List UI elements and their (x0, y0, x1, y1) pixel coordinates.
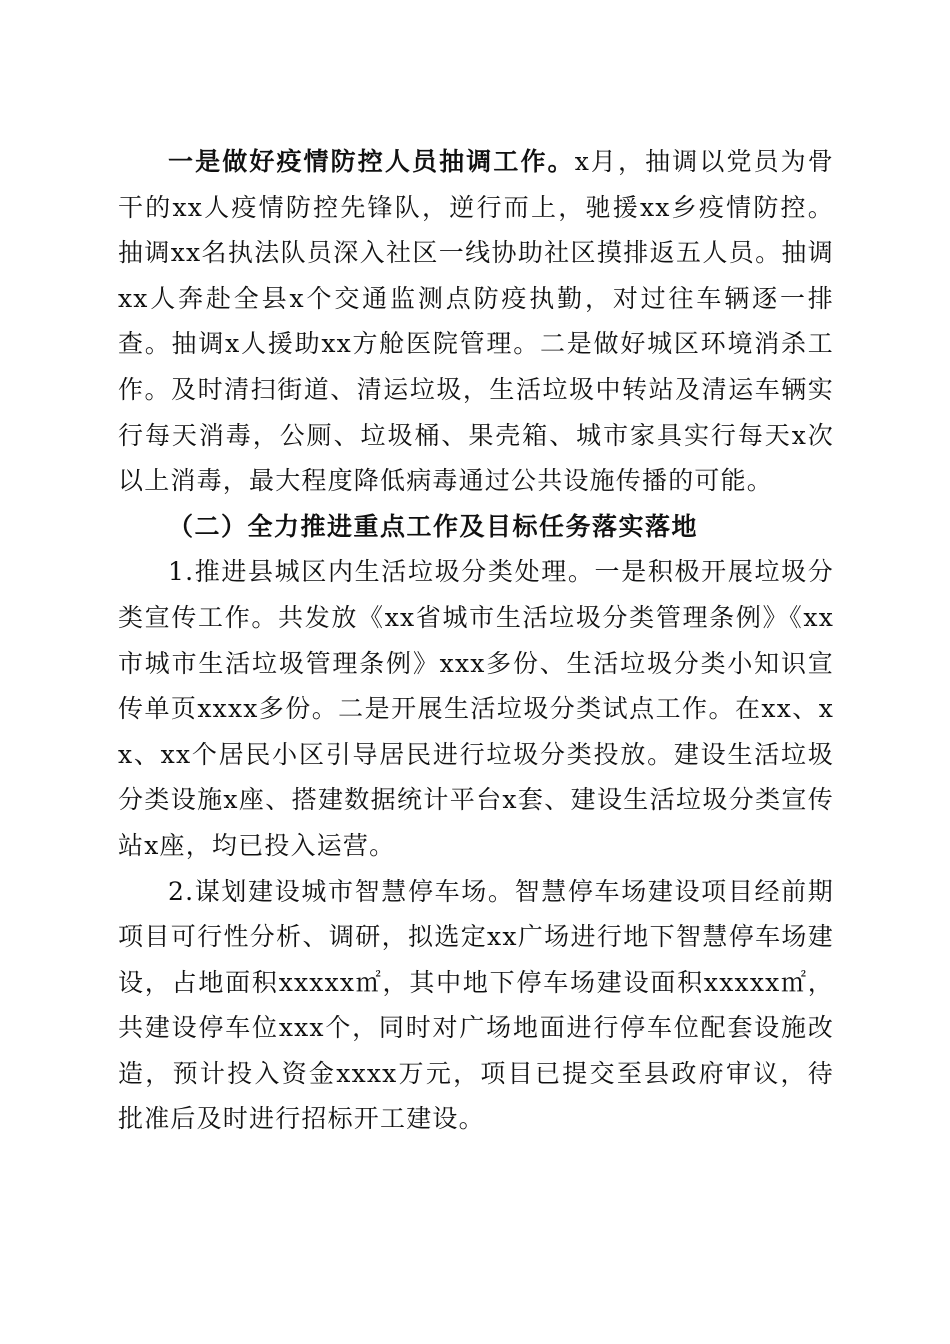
paragraph-epidemic-prevention (118, 139, 834, 504)
paragraph-garbage-sorting: 1.推进县城区内生活垃圾分类处理。一是积极开展垃圾分类宣传工作。共发放《xx省城市生活垃圾分类管理条例》《xx市城市生活垃圾管理条例》xxx多份、生活垃圾分类小知识宣传单页xxxx多份。二是开展生活垃圾分类试点工作。在xx、xx、xx个居民小区引导居民进行垃圾分类投放。建设生活垃圾分类设施x座、搭建数据统计平台x套、建设生活垃圾分类宣传站x座，均已投入运营。 (118, 557, 834, 860)
section-heading: （二）全力推进重点工作及目标任务落实落地 (168, 511, 699, 541)
paragraph-smart-parking: 2.谋划建设城市智慧停车场。智慧停车场建设项目经前期项目可行性分析、调研，拟选定xx广场进行地下智慧停车场建设，占地面积xxxxx㎡，其中地下停车场建设面积xxxxx㎡，共建设停车位xxx个，同时对广场地面进行停车位配套设施改造，预计投入资金xxxx万元，项目已提交至县政府审议，待批准后及时进行招标开工建设。 (118, 876, 834, 1134)
paragraph-bold-lead: 一是做好疫情防控人员抽调工作。 (168, 147, 575, 176)
document-body (118, 139, 834, 1142)
paragraph-text: x月，抽调以党员为骨干的xx人疫情防控先锋队，逆行而上，驰援xx乡疫情防控。抽调xx名执法队员深入社区一线协助社区摸排返五人员。抽调xx人奔赴全县x个交通监测点防疫执勤，对过往车辆逐一排查。抽调x人援助xx方舱医院管理。二是做好城区环境消杀工作。及时清扫街道、清运垃圾，生活垃圾中转站及清运车辆实行每天消毒，公厕、垃圾桶、果壳箱、城市家具实行每天x次以上消毒，最大程度降低病毒通过公共设施传播的可能。 (118, 147, 834, 496)
